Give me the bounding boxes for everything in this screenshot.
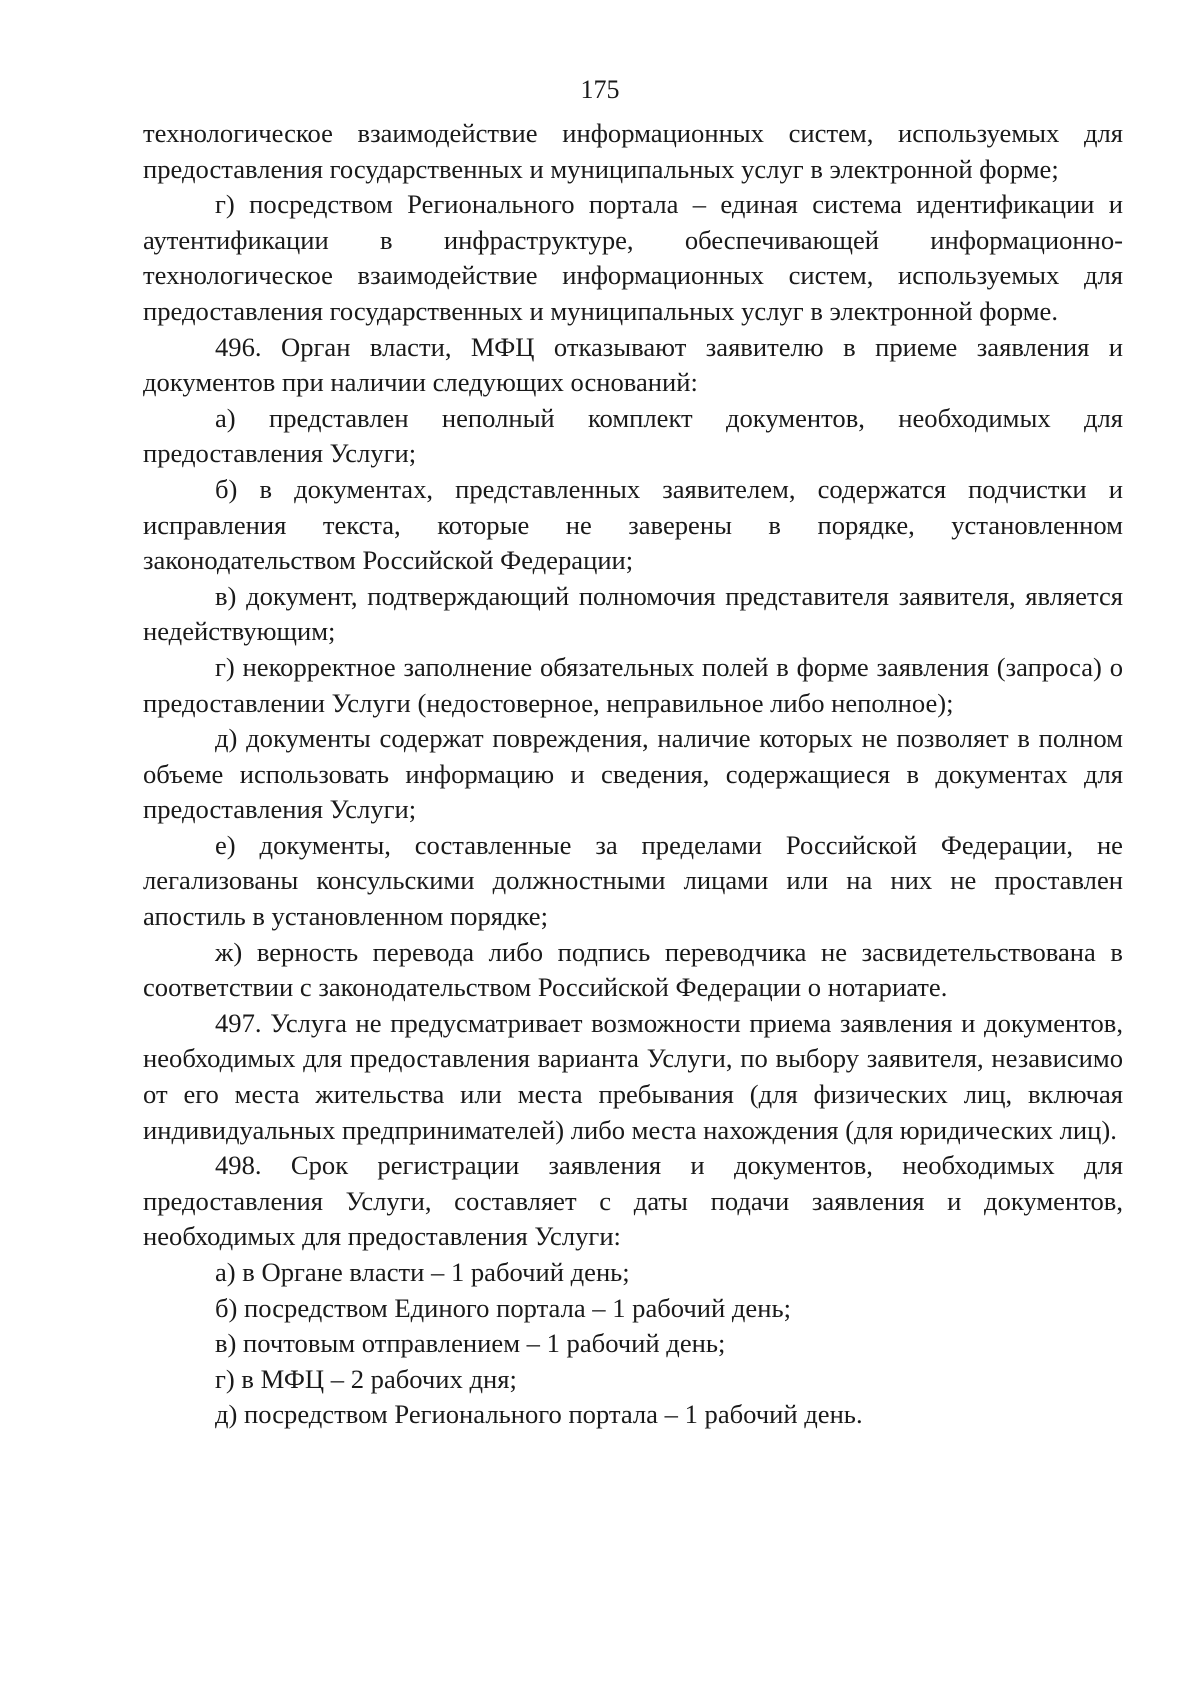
list-item: д) посредством Регионального портала – 1 рабочий день. [215,1399,863,1430]
paragraph: б) в документах, представленных заявителем, содержатся подчистки и исправления текста, которые не заверены в порядке, установленном законодательством Российской Федерации; [143,473,1123,576]
paragraph: д) документы содержат повреждения, наличие которых не позволяет в полном объеме использовать информацию и сведения, содержащиеся в документах для предоставления Услуги; [143,723,1123,825]
paragraph: технологическое взаимодействие информационных систем, используемых для предоставления государственных и муниципальных услуг в электронной форме; [143,118,1123,184]
paragraph: 497. Услуга не предусматривает возможности приема заявления и документов, необходимых для предоставления варианта Услуги, по выбору заявителя, независимо от его места жительства или места пребывания (для физических лиц, включая индивидуальных предпринимателей) либо места нахождения (для юридических лиц). [143,1007,1123,1145]
list-item: б) посредством Единого портала – 1 рабочий день; [215,1292,791,1323]
list-item: в) почтовым отправлением – 1 рабочий день; [215,1328,726,1359]
paragraph: е) документы, составленные за пределами Российской Федерации, не легализованы консульскими должностными лицами или на них не проставлен апостиль в установленном порядке; [143,829,1123,932]
paragraph: г) посредством Регионального портала – единая система идентификации и аутентификации в инфраструктуре, обеспечивающей информационно-технологическое взаимодействие информационных систем, используемых для предоставления государственных и муниципальных услуг в электронной форме. [143,189,1123,326]
page-number: 175 [580,75,620,104]
list-item: а) в Органе власти – 1 рабочий день; [215,1257,630,1287]
paragraph: г) некорректное заполнение обязательных полей в форме заявления (запроса) о предоставлении Услуги (недостоверное, неправильное либо неполное); [143,651,1123,718]
paragraph: в) документ, подтверждающий полномочия представителя заявителя, является недействующим; [143,580,1123,647]
paragraph: а) представлен неполный комплект документов, необходимых для предоставления Услуги; [143,402,1123,469]
paragraph: ж) верность перевода либо подпись переводчика не засвидетельствована в соответствии с законодательством Российской Федерации о нотариате. [143,936,1123,1003]
paragraph: 496. Орган власти, МФЦ отказывают заявителю в приеме заявления и документов при наличии следующих оснований: [143,331,1123,398]
document-body [143,116,1123,1433]
list-item: г) в МФЦ – 2 рабочих дня; [215,1363,517,1394]
paragraph: 498. Срок регистрации заявления и документов, необходимых для предоставления Услуги, составляет с даты подачи заявления и документов, необходимых для предоставления Услуги: [143,1150,1123,1252]
